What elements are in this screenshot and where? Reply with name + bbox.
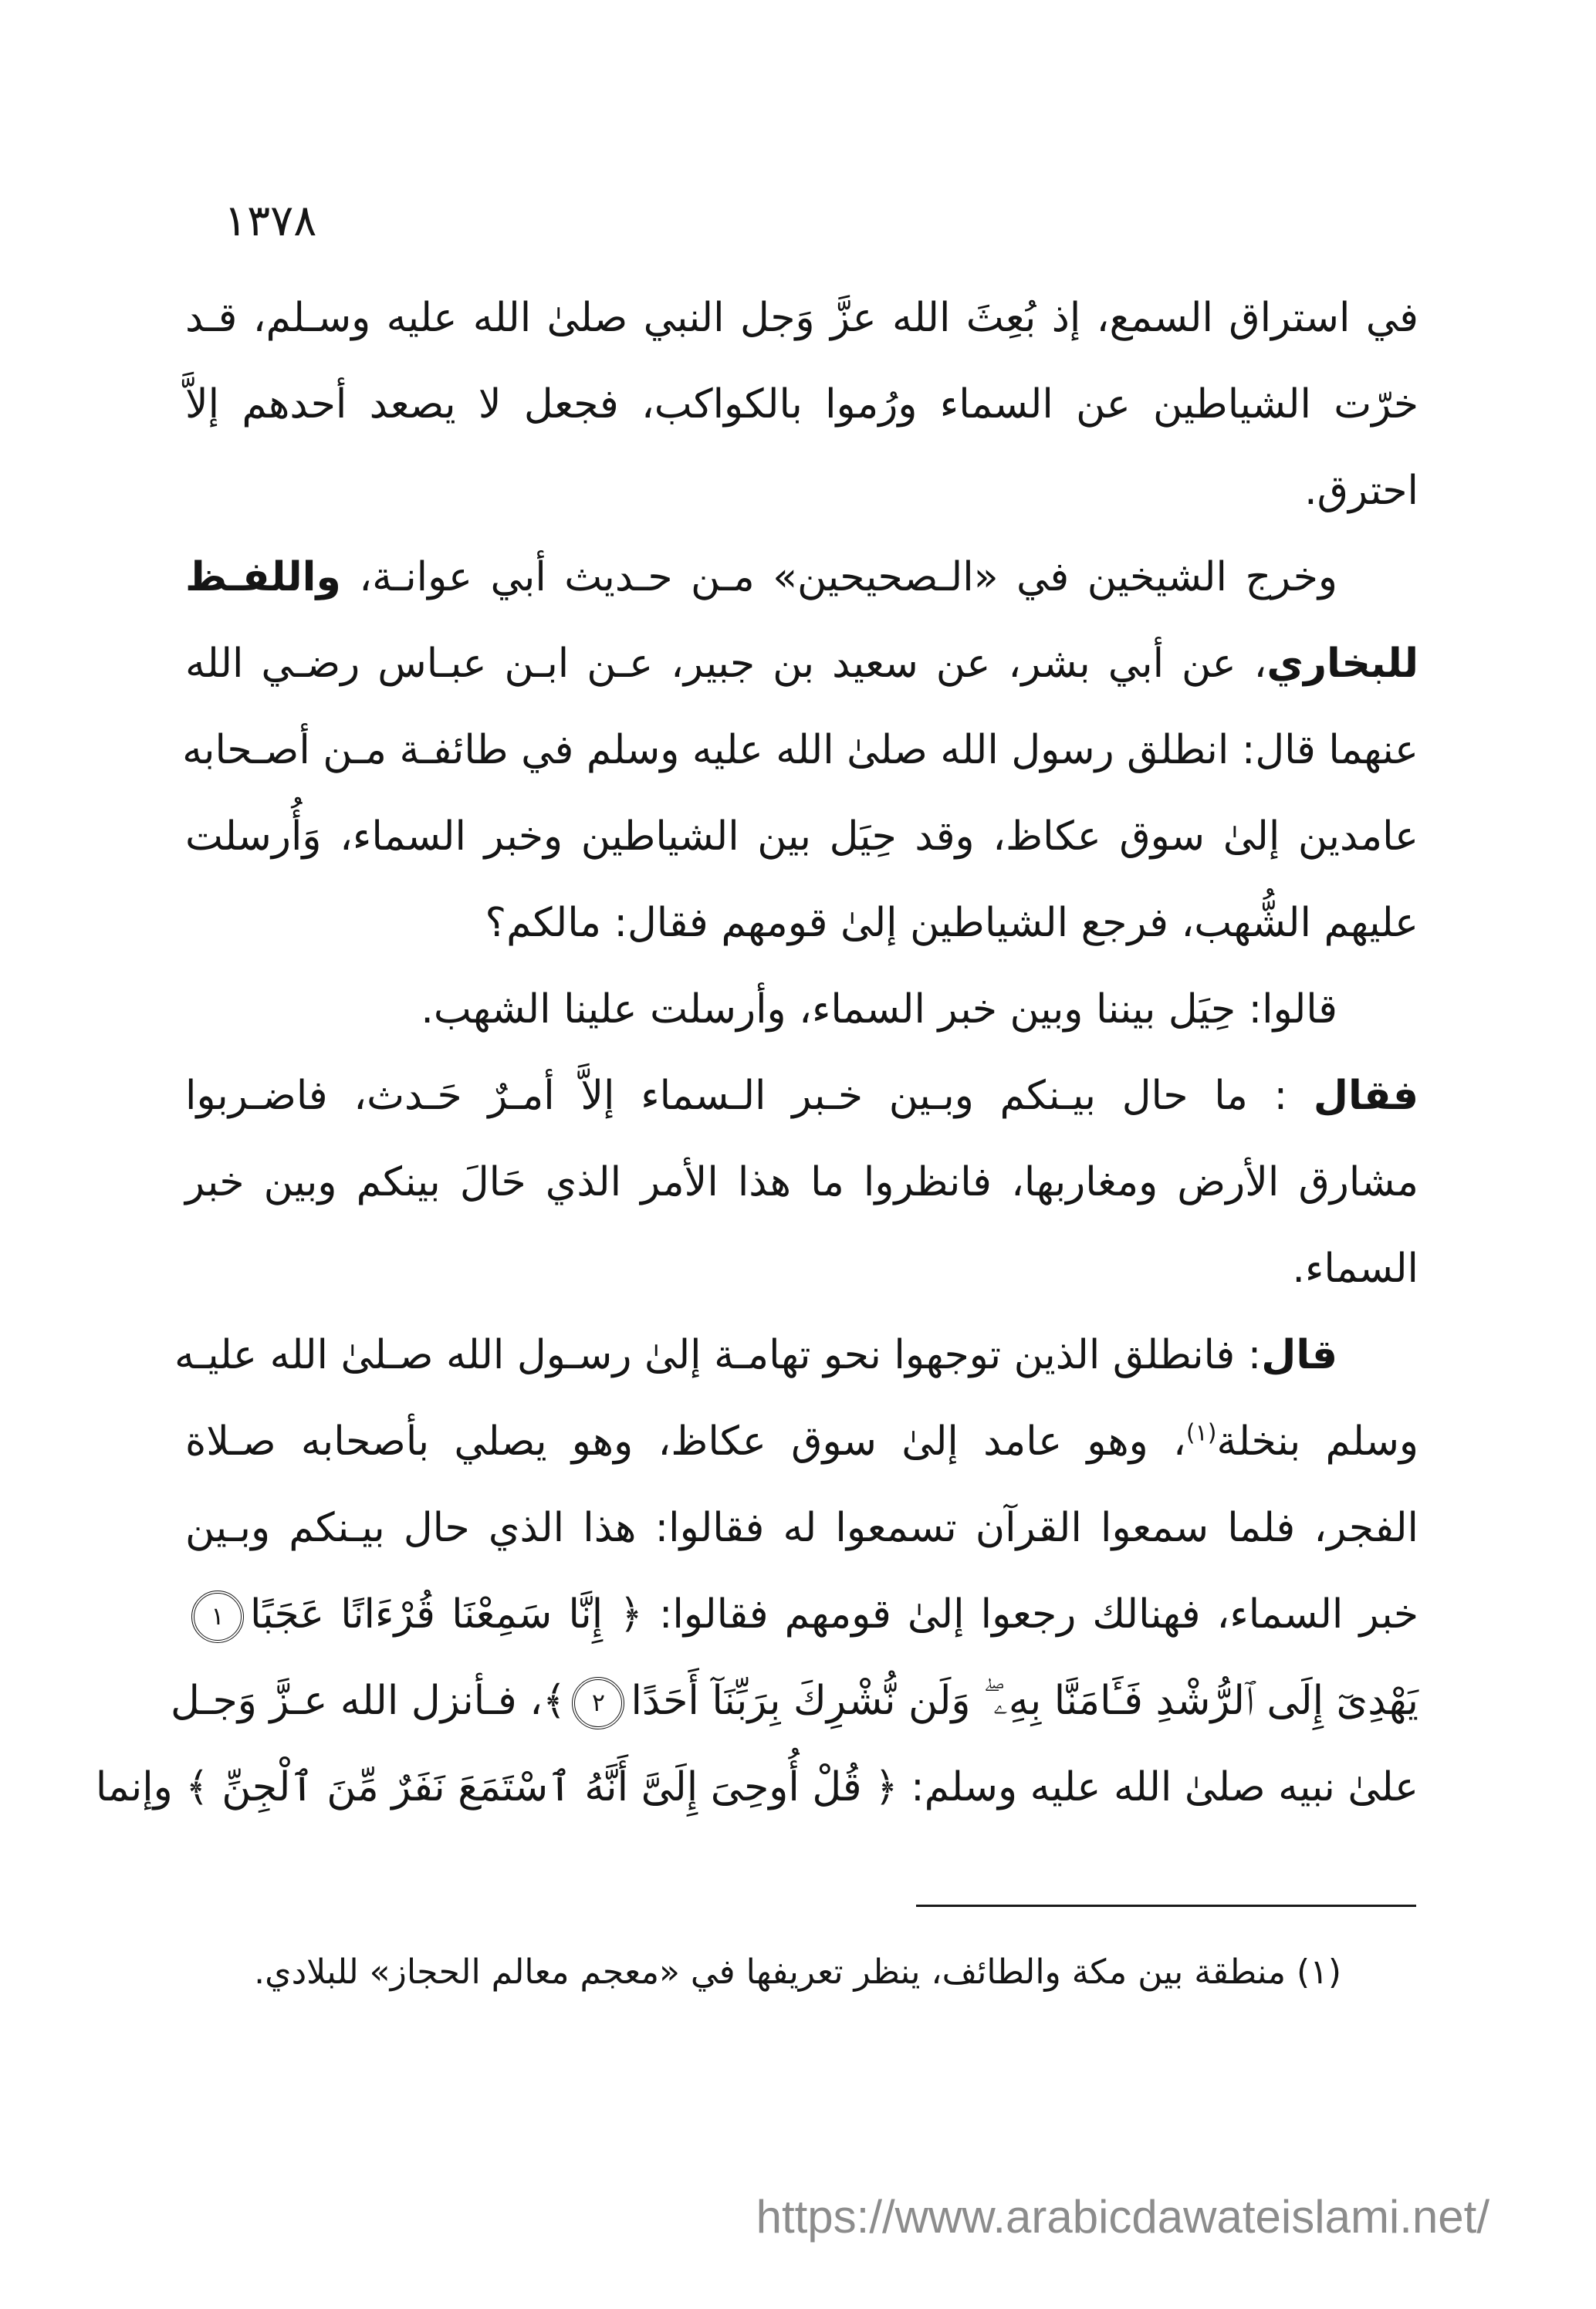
text-segment: وإنما [95, 1764, 186, 1810]
page-number: ١٣٧٨ [224, 196, 317, 246]
text-line-11: مشارق الأرض ومغاربها، فانظروا ما هذا الأمر الذي حَالَ بينكم وبين خبر [185, 1159, 1418, 1205]
text-segment: ، عن أبي بشر، عن سعيد بن جبير، عـن ابـن عبـاس رضـي الله [185, 641, 1267, 687]
text-segment: وخرج الشيخين في «الـصحيحين» مـن حـديث أبي عوانـة، [340, 554, 1337, 600]
text-line-12: السماء. [1292, 1246, 1418, 1292]
ayah-number-marker: ١ [191, 1591, 244, 1643]
bold-phrase: فقال [1313, 1073, 1418, 1119]
text-segment: وسلم بنخلة [1216, 1418, 1418, 1465]
quran-verse: يَهْدِىٓ إِلَى ٱلرُّشْدِ فَـَٔامَنَّا بِهِۦ ۖ وَلَن نُّشْرِكَ بِرَبِّنَآ أَحَدًا [631, 1678, 1418, 1724]
text-line-3: احترق. [1304, 468, 1418, 514]
body-text [95, 275, 1419, 1831]
footnote-separator [916, 1905, 1416, 1907]
watermark-url: https://www.arabicdawateislami.net/ [756, 2191, 1489, 2243]
bold-phrase: واللفـظ [185, 554, 341, 600]
quran-verse: ﴿ قُلْ أُوحِىَ إِلَىَّ أَنَّهُ ٱسْتَمَعَ نَفَرٌ مِّنَ ٱلْجِنِّ ﴾ [185, 1764, 898, 1810]
text-segment: ، وهو عامد إلىٰ سوق عكاظ، وهو يصلي بأصحابه صـلاة [185, 1418, 1186, 1465]
text-segment: : فانطلق الذين توجهوا نحو تهامـة إلىٰ رسـول الله صـلىٰ الله عليـه [174, 1332, 1262, 1378]
text-line-7: عامدين إلىٰ سوق عكاظ، وقد حِيَل بين الشياطين وخبر السماء، وَأُرسلت [185, 813, 1418, 860]
text-line-10 [185, 1053, 1418, 1139]
text-line-6: عنهما قال: انطلق رسول الله صلىٰ الله عليه وسلم في طائفـة مـن أصـحابه [182, 727, 1418, 773]
quran-verse: ﴿ إِنَّا سَمِعْنَا قُرْءَانًا عَجَبًا [250, 1591, 643, 1638]
text-line-16 [185, 1571, 1418, 1658]
text-line-2: خرّت الشياطين عن السماء ورُموا بالكواكب، فجعل لا يصعد أحدهم إلاَّ [185, 381, 1418, 428]
text-segment: : ما حال بيـنكم وبـين خـبر الـسماء إلاَّ أمـرٌ حَـدث، فاضـربوا [185, 1073, 1314, 1119]
quran-bracket-close: ﴾ [543, 1678, 566, 1724]
text-line-1: في استراق السمع، إذ بُعِثَ الله عزَّ وَجل النبي صلىٰ الله عليه وسـلم، قـد [185, 295, 1418, 341]
text-line-13 [174, 1312, 1418, 1398]
footnote-reference: (١) [1185, 1419, 1217, 1447]
text-line-4 [185, 534, 1418, 620]
text-line-5 [185, 620, 1418, 707]
text-segment: علىٰ نبيه صلىٰ الله عليه وسلم: [898, 1764, 1418, 1810]
text-line-15: الفجر، فلما سمعوا القرآن تسمعوا له فقالوا: هذا الذي حال بيـنكم وبـين [185, 1505, 1418, 1551]
text-line-14 [185, 1398, 1418, 1485]
bold-phrase: قال [1261, 1332, 1337, 1378]
text-line-18 [95, 1744, 1418, 1831]
text-line-9: قالوا: حِيَل بيننا وبين خبر السماء، وأرسلت علينا الشهب. [421, 986, 1337, 1033]
bold-phrase: للبخاري [1266, 641, 1418, 687]
text-segment: خبر السماء، فهنالك رجعوا إلىٰ قومهم فقالوا: [642, 1591, 1419, 1638]
ayah-number-marker: ٢ [572, 1677, 624, 1729]
text-line-8: عليهم الشُّهب، فرجع الشياطين إلىٰ قومهم فقال: مالكم؟ [485, 900, 1418, 946]
text-segment: ، فـأنزل الله عـزَّ وَجـل [171, 1678, 543, 1724]
footnote-text: (١) منطقة بين مكة والطائف، ينظر تعريفها في «معجم معالم الحجاز» للبلادي. [254, 1952, 1341, 1992]
text-line-17 [171, 1658, 1418, 1744]
